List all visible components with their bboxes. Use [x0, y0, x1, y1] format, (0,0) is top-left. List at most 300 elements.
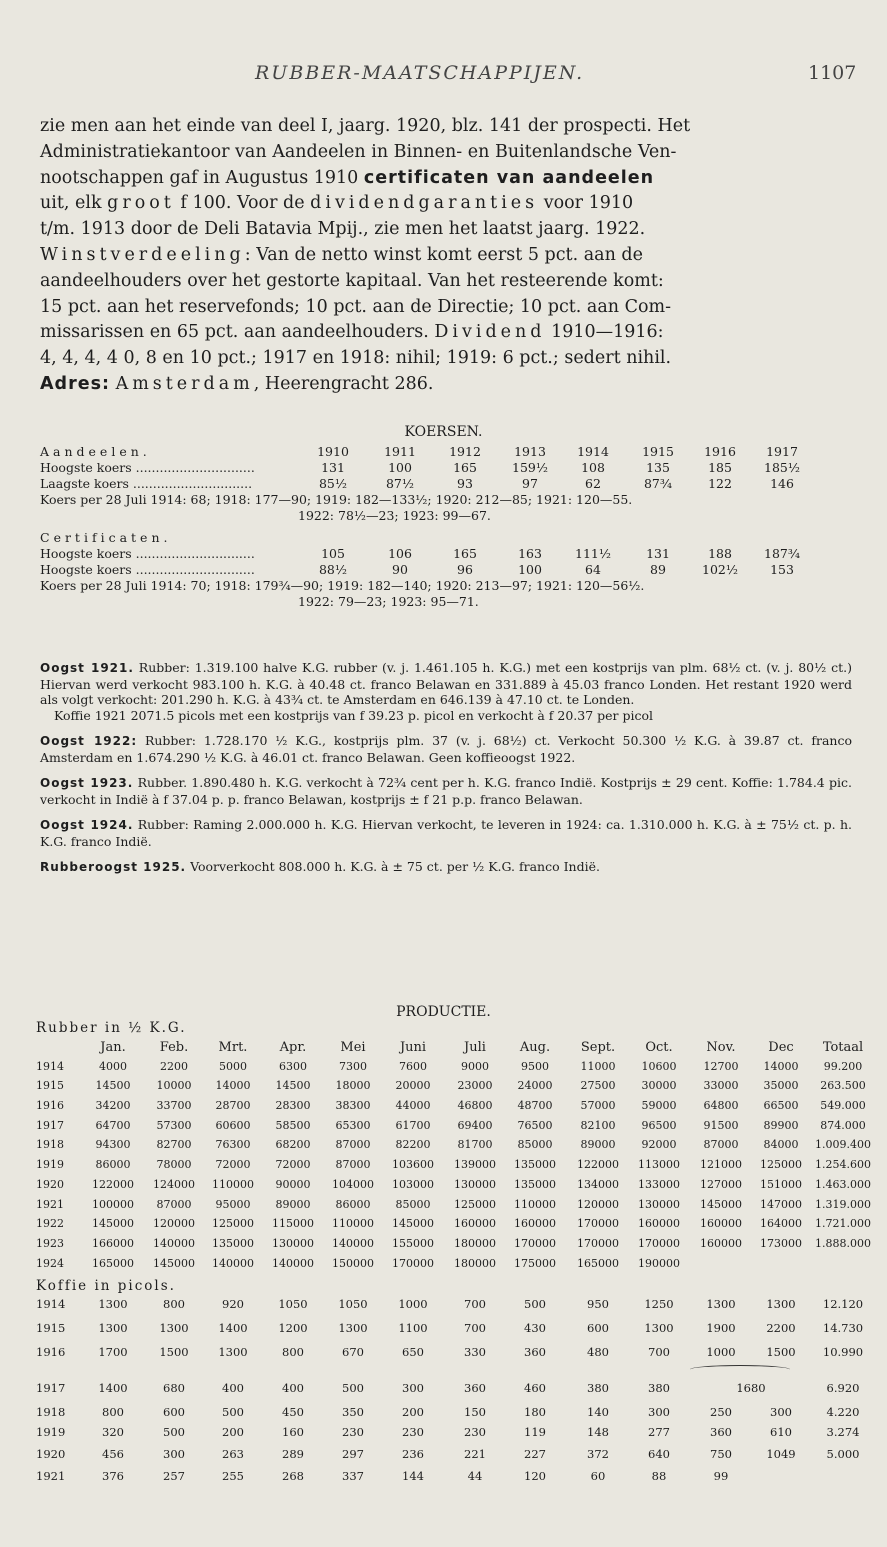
note-text: 1922: 79—23; 1923: 95—71.	[298, 594, 479, 609]
value-cell: 14000	[215, 1079, 251, 1093]
value-cell: 125000	[454, 1197, 496, 1211]
value-cell: 89	[650, 562, 666, 577]
year-cell: 1914	[577, 444, 609, 459]
value-cell: 1400	[98, 1381, 128, 1395]
oogst-text: Rubber: 1.728.170 ½ K.G., kostprijs plm. 37 (v. j. 68½) ct. Verkocht 50.300 ½ K.G. à 39.87 ct. franco Amsterdam en 1.674.290 ½ K.G. à 46.01 ct. franco Belawan. Geen koffieoogst 1922.	[40, 733, 852, 765]
value-cell: 86000	[95, 1158, 131, 1172]
value-cell: 145000	[392, 1217, 434, 1231]
value-cell: 64700	[95, 1118, 131, 1132]
month-header: Dec	[768, 1040, 794, 1055]
intro-text: 1910—1916:	[545, 322, 664, 343]
value-cell: 400	[222, 1381, 244, 1395]
rubber-row	[36, 1138, 871, 1158]
value-cell: 160000	[700, 1236, 742, 1250]
value-cell: 121000	[700, 1158, 742, 1172]
intro-line	[40, 372, 852, 398]
value-cell: 28700	[215, 1099, 251, 1113]
rubber-row	[36, 1236, 871, 1257]
value-cell: 14000	[763, 1059, 799, 1073]
value-cell: 145000	[153, 1256, 195, 1270]
oogst-heading: Oogst 1924.	[40, 818, 134, 832]
value-cell: 106	[388, 546, 412, 561]
koffie-row	[36, 1297, 864, 1317]
value-cell: 360	[524, 1345, 546, 1359]
intro-line: aandeelhouders over het gestorte kapitaal. Van het resteerende komt:	[40, 270, 664, 291]
value-cell: 76500	[517, 1118, 553, 1132]
note-text: Koers per 28 Juli 1914: 70; 1918: 179¾—90; 1919: 182—140; 1920: 213—97; 1921: 120—56½.	[40, 578, 645, 593]
value-cell: 2200	[160, 1059, 188, 1073]
value-cell: 82100	[580, 1118, 616, 1132]
value-cell: 130000	[638, 1197, 680, 1211]
year-cell: 1914	[36, 1059, 64, 1073]
value-cell: 125000	[760, 1158, 802, 1172]
value-cell: 88	[651, 1469, 667, 1483]
intro-line	[40, 166, 852, 192]
intro-text: f 100. Voor de	[174, 193, 311, 214]
value-cell: 165	[453, 460, 477, 475]
value-cell: 164000	[760, 1217, 802, 1231]
value-cell: 800	[163, 1297, 185, 1311]
value-cell: 87000	[335, 1138, 371, 1152]
value-cell: 84000	[763, 1138, 799, 1152]
value-cell: 7300	[339, 1059, 367, 1073]
value-cell: 874.000	[820, 1118, 866, 1132]
value-cell: 221	[464, 1447, 486, 1461]
value-cell: 160000	[638, 1217, 680, 1231]
oogst-heading: Rubberoogst 1925.	[40, 860, 187, 874]
value-cell: 81700	[457, 1138, 493, 1152]
oogst-text: Rubber. 1.890.480 h. K.G. verkocht à 72¾ cent per h. K.G. franco Indië. Kostprijs ± 29 cent. Koffie: 1.784.4 pic. verkocht in Indië à f 37.04 p. p. franco Belawan, kostprijs ± f 21 p.p. franco Belawan.	[40, 775, 852, 807]
value-cell: 33000	[703, 1079, 739, 1093]
value-cell: 72000	[215, 1158, 251, 1172]
year-cell: 1919	[36, 1158, 64, 1172]
rubber-row	[36, 1059, 863, 1080]
value-cell: 44000	[395, 1099, 431, 1113]
value-cell: 165000	[577, 1256, 619, 1270]
value-cell: 130000	[454, 1177, 496, 1191]
value-cell: 1500	[159, 1345, 189, 1359]
intro-line: 15 pct. aan het reservefonds; 10 pct. aan de Directie; 10 pct. aan Com-	[40, 296, 672, 317]
intro-line: zie men aan het einde van deel I, jaarg. 1920, blz. 141 der prospecti. Het	[40, 116, 691, 136]
value-cell: 44	[467, 1469, 483, 1483]
value-cell: 185	[708, 460, 732, 475]
value-cell: 160000	[514, 1217, 556, 1231]
value-cell: 1.254.600	[815, 1158, 871, 1172]
value-cell: 7600	[399, 1059, 427, 1073]
value-cell: 85000	[395, 1197, 431, 1211]
value-cell: 230	[464, 1425, 486, 1439]
koersen-title: KOERSEN.	[404, 424, 483, 440]
value-cell: 170000	[392, 1256, 434, 1270]
value-cell: 140000	[332, 1236, 374, 1250]
year-cell: 1916	[704, 444, 736, 459]
aandeelen-hoogste-row	[40, 460, 860, 476]
value-cell: 155000	[392, 1236, 434, 1250]
month-header: Apr.	[279, 1040, 307, 1055]
oogst-1924	[40, 817, 852, 849]
value-cell: 57300	[156, 1118, 192, 1132]
value-cell: 10000	[156, 1079, 192, 1093]
value-cell: 146	[770, 476, 794, 491]
value-cell: 230	[342, 1425, 364, 1439]
value-cell: 140000	[212, 1256, 254, 1270]
month-header: Oct.	[645, 1040, 673, 1055]
oogst-text: Rubber: Raming 2.000.000 h. K.G. Hiervan verkocht, te leveren in 1924: ca. 1.310.000 h. K.G. à ± 75½ ct. p. h. K.G. franco Indië.	[40, 817, 852, 849]
value-cell: 1000	[706, 1345, 736, 1359]
value-cell: 97	[522, 476, 538, 491]
value-cell: 1200	[278, 1321, 308, 1335]
value-cell: 125000	[212, 1217, 254, 1231]
value-cell: 750	[710, 1447, 732, 1461]
value-cell: 460	[524, 1381, 546, 1395]
value-cell: 500	[524, 1297, 546, 1311]
value-cell: 27500	[580, 1079, 616, 1093]
value-cell: 680	[163, 1381, 185, 1395]
value-cell: 89900	[763, 1118, 799, 1132]
value-cell: 230	[402, 1425, 424, 1439]
oogst-section	[40, 660, 852, 886]
value-cell: 135000	[212, 1236, 254, 1250]
value-cell: 170000	[514, 1236, 556, 1250]
value-cell: 400	[282, 1381, 304, 1395]
intro-line: Administratiekantoor van Aandeelen in Binnen- en Buitenlandsche Ven-	[40, 141, 677, 162]
value-cell: 34200	[95, 1099, 131, 1113]
aandeelen-label: Aandeelen.	[40, 444, 151, 459]
value-cell: 1680	[736, 1381, 766, 1395]
value-cell: 500	[342, 1381, 364, 1395]
value-cell: 103000	[392, 1177, 434, 1191]
value-cell: 134000	[577, 1177, 619, 1191]
koersen-note	[40, 508, 860, 524]
year-cell: 1915	[36, 1079, 64, 1093]
value-cell: 100	[388, 460, 412, 475]
year-cell: 1912	[449, 444, 481, 459]
value-cell: 148	[587, 1425, 609, 1439]
intro-line: 4, 4, 4, 4 0, 8 en 10 pct.; 1917 en 1918: nihil; 1919: 6 pct.; sedert nihil.	[40, 348, 672, 369]
value-cell: 65300	[335, 1118, 371, 1132]
year-cell: 1913	[514, 444, 546, 459]
value-cell: 380	[648, 1381, 670, 1395]
value-cell: 145000	[700, 1197, 742, 1211]
value-cell: 159½	[512, 460, 548, 475]
note-text: Koers per 28 Juli 1914: 68; 1918: 177—90; 1919: 182—133½; 1920: 212—85; 1921: 120—55.	[40, 492, 633, 507]
intro-paragraph	[40, 114, 852, 398]
value-cell: 14500	[95, 1079, 131, 1093]
month-header: Nov.	[706, 1040, 736, 1055]
koersen-note	[40, 492, 860, 508]
value-cell: 297	[342, 1447, 364, 1461]
rubber-row	[36, 1257, 856, 1277]
value-cell: 1.721.000	[815, 1217, 871, 1231]
value-cell: 376	[102, 1469, 124, 1483]
value-cell: 28300	[275, 1099, 311, 1113]
value-cell: 122000	[92, 1177, 134, 1191]
year-cell: 1920	[36, 1447, 66, 1461]
value-cell: 160000	[454, 1217, 496, 1231]
value-cell: 100	[518, 562, 542, 577]
value-cell: 277	[648, 1425, 670, 1439]
value-cell: 263.500	[820, 1079, 866, 1093]
value-cell: 76300	[215, 1138, 251, 1152]
value-cell: 91500	[703, 1118, 739, 1132]
month-header: Jan.	[100, 1040, 126, 1055]
value-cell: 1700	[98, 1345, 128, 1359]
value-cell: 78000	[156, 1158, 192, 1172]
value-cell: 145000	[92, 1217, 134, 1231]
value-cell: 166000	[92, 1236, 134, 1250]
value-cell: 122000	[577, 1158, 619, 1172]
value-cell: 87½	[385, 476, 415, 491]
koersen-note	[40, 594, 860, 610]
value-cell: 61700	[395, 1118, 431, 1132]
value-cell: 151000	[760, 1177, 802, 1191]
value-cell: 113000	[638, 1158, 680, 1172]
koersen-note	[40, 578, 860, 594]
oogst-1925	[40, 859, 852, 876]
value-cell: 35000	[763, 1079, 799, 1093]
oogst-text: Rubber: 1.319.100 halve K.G. rubber (v. j. 1.461.105 h. K.G.) met een kostprijs van plm. 68½ ct. (v. j. 80½ ct.) Hiervan werd verkocht 983.100 h. K.G. à 40.48 ct. franco Belawan en 331.889 à 45.03 franco Londen. Het restant 1920 werd als volgt verkocht: 201.290 h. K.G. à 43¾ ct. te Amsterdam en 646.139 à 47.10 ct. te Londen.	[40, 660, 852, 707]
value-cell: 9500	[521, 1059, 549, 1073]
value-cell: 72000	[275, 1158, 311, 1172]
value-cell: 92000	[641, 1138, 677, 1152]
value-cell: 135000	[514, 1177, 556, 1191]
value-cell: 110000	[212, 1177, 254, 1191]
value-cell: 82700	[156, 1138, 192, 1152]
value-cell: 173000	[760, 1236, 802, 1250]
intro-emphasis: certificaten van aandeelen	[363, 167, 655, 188]
value-cell: 1300	[644, 1321, 674, 1335]
value-cell: 1400	[218, 1321, 248, 1335]
value-cell: 57000	[580, 1099, 616, 1113]
value-cell: 20000	[395, 1079, 431, 1093]
value-cell: 140	[587, 1405, 609, 1419]
value-cell: 85½	[318, 476, 348, 491]
oogst-1921	[40, 660, 852, 723]
address-label: Adres:	[40, 373, 110, 394]
value-cell: 103600	[392, 1158, 434, 1172]
month-header: Feb.	[159, 1040, 189, 1055]
value-cell: 94300	[95, 1138, 131, 1152]
year-cell: 1910	[317, 444, 349, 459]
intro-text: nootschappen gaf in Augustus 1910	[40, 167, 364, 188]
value-cell: 104000	[332, 1177, 374, 1191]
oogst-heading: Oogst 1921.	[40, 661, 134, 675]
intro-text: voor 1910	[538, 193, 634, 214]
oogst-heading: Oogst 1923.	[40, 776, 134, 790]
value-cell: 100000	[92, 1197, 134, 1211]
value-cell: 38300	[335, 1099, 371, 1113]
value-cell: 360	[464, 1381, 486, 1395]
value-cell: 320	[102, 1425, 124, 1439]
value-cell: 350	[342, 1405, 364, 1419]
month-header: Mrt.	[218, 1040, 248, 1055]
value-cell: 1300	[218, 1345, 248, 1359]
intro-line: t/m. 1913 door de Deli Batavia Mpij., zie men het laatst jaarg. 1922.	[40, 219, 646, 240]
value-cell: 372	[587, 1447, 609, 1461]
value-cell: 144	[402, 1469, 424, 1483]
value-cell: 119	[524, 1425, 546, 1439]
value-cell: 90	[392, 562, 408, 577]
address-city: Amsterdam	[115, 373, 254, 394]
value-cell: 120000	[153, 1217, 195, 1231]
value-cell: 300	[402, 1381, 424, 1395]
cert-laagste-row	[40, 562, 860, 578]
year-cell: 1911	[384, 444, 416, 459]
value-cell: 14500	[275, 1079, 311, 1093]
value-cell: 1050	[278, 1297, 308, 1311]
value-cell: 250	[710, 1405, 732, 1419]
koffie-label: Koffie in picols.	[36, 1278, 176, 1294]
value-cell: 1300	[706, 1297, 736, 1311]
value-cell: 1100	[398, 1321, 428, 1335]
value-cell: 430	[524, 1321, 546, 1335]
value-cell: 700	[464, 1321, 486, 1335]
value-cell: 289	[282, 1447, 304, 1461]
value-cell: 1300	[159, 1321, 189, 1335]
value-cell: 1300	[98, 1321, 128, 1335]
value-cell: 88½	[318, 562, 348, 577]
value-cell: 33700	[156, 1099, 192, 1113]
value-cell: 263	[222, 1447, 244, 1461]
value-cell: 300	[648, 1405, 670, 1419]
value-cell: 89000	[580, 1138, 616, 1152]
month-header: Juli	[464, 1040, 486, 1055]
value-cell: 920	[222, 1297, 244, 1311]
value-cell: 150	[464, 1405, 486, 1419]
year-cell: 1917	[766, 444, 798, 459]
value-cell: 600	[163, 1405, 185, 1419]
value-cell: 700	[464, 1297, 486, 1311]
value-cell: 160	[282, 1425, 304, 1439]
value-cell: 30000	[641, 1079, 677, 1093]
value-cell: 200	[402, 1405, 424, 1419]
month-header: Mei	[340, 1040, 366, 1055]
value-cell: 300	[770, 1405, 792, 1419]
value-cell: 124000	[153, 1177, 195, 1191]
value-cell: 96	[457, 562, 473, 577]
rubber-row	[36, 1099, 866, 1119]
value-cell: 115000	[272, 1217, 314, 1231]
koffie-row	[36, 1425, 860, 1445]
value-cell: 257	[163, 1469, 185, 1483]
value-cell: 165000	[92, 1256, 134, 1270]
year-cell: 1918	[36, 1405, 66, 1419]
value-cell: 122	[708, 476, 732, 491]
value-cell: 950	[587, 1297, 609, 1311]
value-cell: 69400	[457, 1118, 493, 1132]
value-cell: 1.319.000	[815, 1197, 871, 1211]
value-cell: 58500	[275, 1118, 311, 1132]
row-label: Hoogste koers ..............................	[40, 546, 255, 561]
value-cell: 610	[770, 1425, 792, 1439]
year-cell: 1915	[36, 1321, 66, 1335]
value-cell: 99.200	[823, 1059, 863, 1073]
rubber-production-table	[36, 1040, 871, 1276]
month-header: Sept.	[580, 1040, 616, 1055]
value-cell: 227	[524, 1447, 546, 1461]
row-label: Hoogste koers ..............................	[40, 460, 255, 475]
intro-text: missarissen en 65 pct. aan aandeelhouders.	[40, 322, 435, 343]
koffie-row	[36, 1321, 864, 1341]
value-cell: 60	[590, 1469, 606, 1483]
value-cell: 139000	[454, 1158, 496, 1172]
rubber-label: Rubber in ½ K.G.	[36, 1020, 187, 1036]
value-cell: 330	[464, 1345, 486, 1359]
brace-mark	[690, 1365, 790, 1374]
value-cell: 120	[524, 1469, 546, 1483]
value-cell: 700	[648, 1345, 670, 1359]
value-cell: 11000	[580, 1059, 616, 1073]
koffie-row	[36, 1469, 856, 1489]
cert-label-row	[40, 530, 860, 546]
cert-hoogste-row	[40, 546, 860, 562]
running-header	[0, 62, 887, 86]
value-cell: 64	[585, 562, 601, 577]
rubber-row	[36, 1158, 871, 1178]
value-cell: 1250	[644, 1297, 674, 1311]
value-cell: 108	[581, 460, 605, 475]
rubber-row	[36, 1197, 871, 1218]
value-cell: 131	[321, 460, 345, 475]
value-cell: 10600	[641, 1059, 677, 1073]
month-header: Aug.	[519, 1040, 551, 1055]
intro-text: uit, elk	[40, 193, 108, 214]
value-cell: 2200	[766, 1321, 796, 1335]
value-cell: 268	[282, 1469, 304, 1483]
year-cell: 1916	[36, 1099, 64, 1113]
year-cell: 1920	[36, 1177, 64, 1191]
value-cell: 236	[402, 1447, 424, 1461]
note-text: 1922: 78½—23; 1923: 99—67.	[298, 508, 491, 523]
value-cell: 800	[282, 1345, 304, 1359]
value-cell: 1300	[98, 1297, 128, 1311]
value-cell: 500	[163, 1425, 185, 1439]
value-cell: 160000	[700, 1217, 742, 1231]
oogst-1923	[40, 775, 852, 807]
value-cell: 86000	[335, 1197, 371, 1211]
month-header: Totaal	[822, 1040, 864, 1055]
value-cell: 68200	[275, 1138, 311, 1152]
year-cell: 1924	[36, 1256, 64, 1270]
row-label: Hoogste koers ..............................	[40, 562, 255, 577]
value-cell: 87¾	[643, 476, 673, 491]
value-cell: 12.120	[822, 1297, 864, 1311]
value-cell: 380	[587, 1381, 609, 1395]
value-cell: 120000	[577, 1197, 619, 1211]
address-street: , Heerengracht 286.	[253, 373, 434, 394]
row-label: Laagste koers ..............................	[40, 476, 253, 491]
value-cell: 131	[646, 546, 670, 561]
page-number: 1107	[808, 62, 857, 84]
value-cell: 200	[222, 1425, 244, 1439]
value-cell: 111½	[575, 546, 611, 561]
koffie-row	[36, 1405, 860, 1425]
value-cell: 175000	[514, 1256, 556, 1270]
cert-label: Certificaten.	[40, 530, 172, 545]
year-cell: 1923	[36, 1236, 64, 1250]
value-cell: 170000	[577, 1236, 619, 1250]
value-cell: 6300	[279, 1059, 307, 1073]
year-cell: 1922	[36, 1217, 64, 1231]
value-cell: 10.990	[822, 1345, 864, 1359]
intro-spaced: groot	[107, 193, 175, 214]
value-cell: 66500	[763, 1099, 799, 1113]
value-cell: 360	[710, 1425, 732, 1439]
value-cell: 170000	[577, 1217, 619, 1231]
value-cell: 48700	[517, 1099, 553, 1113]
koffie-row	[36, 1447, 860, 1467]
value-cell: 163	[518, 546, 542, 561]
